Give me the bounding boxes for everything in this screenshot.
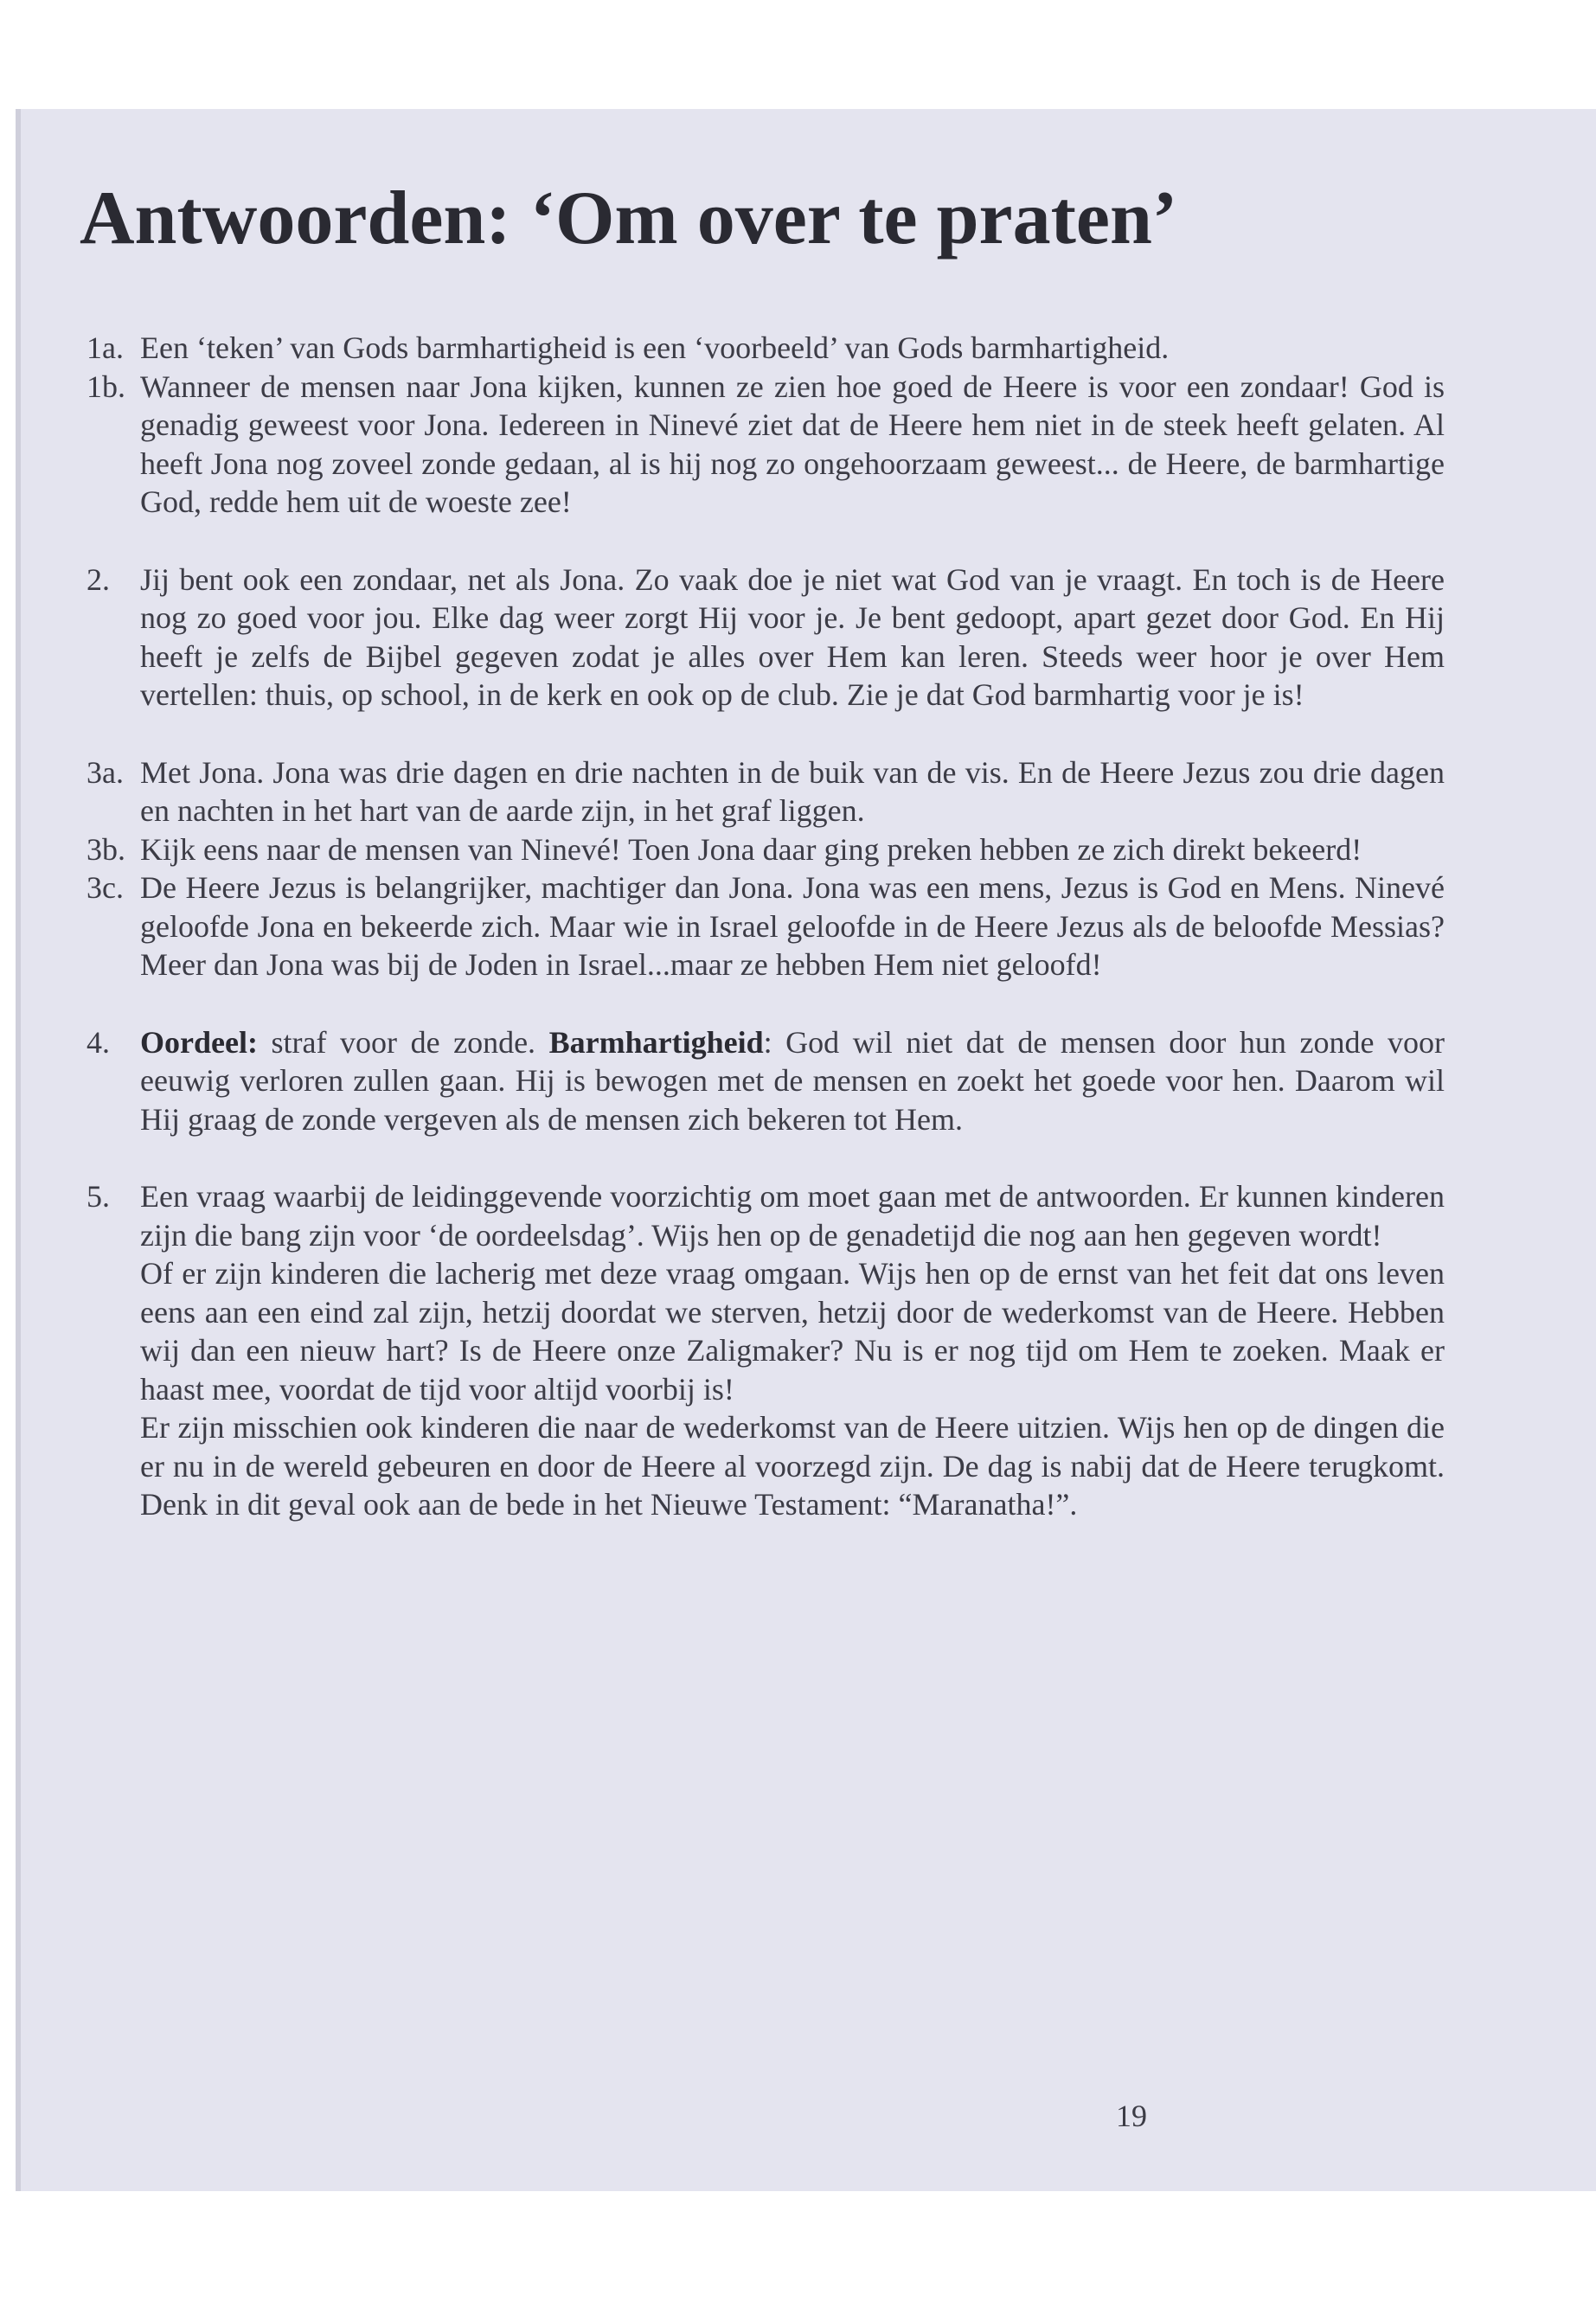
answer-text bbox=[140, 1177, 1445, 1524]
definition-oordeel: straf voor de zonde. bbox=[257, 1024, 549, 1060]
paragraph: Een vraag waarbij de leidinggevende voorzichtig om moet gaan met de antwoorden. Er kunnen kinderen zijn die bang zijn voor ‘de oordeelsdag’. Wijs hen op de genadetijd die nog aan hen gegeven wordt! bbox=[140, 1179, 1445, 1253]
answers-list bbox=[87, 329, 1445, 1524]
answer-text: De Heere Jezus is belangrijker, machtiger dan Jona. Jona was een mens, Jezus is God en Mens. Ninevé geloofde Jona en bekeerde zich. Maar wie in Israel geloofde in de Heere Jezus als de beloofde Messias? Meer dan Jona was bij de Joden in Israel...maar ze hebben Hem niet geloofd! bbox=[140, 870, 1445, 982]
answer-number: 3c. bbox=[87, 870, 124, 905]
answer-number: 3b. bbox=[87, 831, 125, 867]
answer-text: Met Jona. Jona was drie dagen en drie nachten in de buik van de vis. En de Heere Jezus zou drie dagen en nachten in het hart van de aarde zijn, in het graf liggen. bbox=[140, 754, 1445, 828]
answer-text: Wanneer de mensen naar Jona kijken, kunnen ze zien hoe goed de Heere is voor een zondaar! God is genadig geweest voor Jona. Iedereen in Ninevé ziet dat de Heere hem niet in de steek heeft gelaten. Al heeft Jona nog zoveel zonde gedaan, al is hij nog zo ongehoorzaam geweest... de Heere, de barmhartige God, redde hem uit de woeste zee! bbox=[140, 369, 1445, 519]
answer-3c bbox=[87, 868, 1445, 984]
page-number: 19 bbox=[1116, 2099, 1147, 2133]
answer-text: Een ‘teken’ van Gods barmhartigheid is een ‘voorbeeld’ van Gods barmhartigheid. bbox=[140, 330, 1170, 365]
answer-2 bbox=[87, 561, 1445, 715]
answer-text: Kijk eens naar de mensen van Ninevé! Toen Jona daar ging preken hebben ze zich direkt bekeerd! bbox=[140, 831, 1362, 867]
answer-number: 2. bbox=[87, 561, 110, 597]
definition-barmhartigheid: : God wil niet dat de mensen door hun zonde voor eeuwig verloren zullen gaan. Hij is bewogen met de mensen en zoekt het goede voor hen. Daarom wil Hij graag de zonde vergeven als de mensen zich bekeren tot Hem. bbox=[140, 1024, 1445, 1137]
answer-5 bbox=[87, 1177, 1445, 1524]
answer-4 bbox=[87, 1023, 1445, 1139]
answer-number: 1a. bbox=[87, 330, 124, 365]
page-title: Antwoorden: ‘Om over te praten’ bbox=[80, 176, 1178, 260]
answer-3b bbox=[87, 830, 1445, 869]
term-oordeel: Oordeel: bbox=[140, 1024, 258, 1060]
answer-number: 5. bbox=[87, 1179, 110, 1214]
paragraph: Of er zijn kinderen die lacherig met deze vraag omgaan. Wijs hen op de ernst van het feit dat ons leven eens aan een eind zal zijn, hetzij doordat we sterven, hetzij door de wederkomst van de Heere. Hebben wij dan een nieuw hart? Is de Heere onze Zaligmaker? Nu is er nog tijd om Hem te zoeken. Maak er haast mee, voordat de tijd voor altijd voorbij is! bbox=[140, 1256, 1445, 1407]
answer-number: 3a. bbox=[87, 754, 124, 790]
paragraph: Er zijn misschien ook kinderen die naar de wederkomst van de Heere uitzien. Wijs hen op de dingen die er nu in de wereld gebeuren en door de Heere al voorzegd zijn. De dag is nabij dat de Heere terugkomt. Denk in dit geval ook aan de bede in het Nieuwe Testament: “Maranatha!”. bbox=[140, 1410, 1445, 1522]
answer-1b bbox=[87, 368, 1445, 522]
answer-text bbox=[140, 1023, 1445, 1139]
answer-text: Jij bent ook een zondaar, net als Jona. Zo vaak doe je niet wat God van je vraagt. En toch is de Heere nog zo goed voor jou. Elke dag weer zorgt Hij voor je. Je bent gedoopt, apart gezet door God. En Hij heeft je zelfs de Bijbel gegeven zodat je alles over Hem kan leren. Steeds weer hoor je over Hem vertellen: thuis, op school, in de kerk en ook op de club. Zie je dat God barmhartig voor je is! bbox=[140, 561, 1445, 712]
answer-1a bbox=[87, 329, 1445, 368]
page-edge bbox=[16, 109, 21, 2191]
answer-3a bbox=[87, 753, 1445, 830]
answer-number: 1b. bbox=[87, 369, 125, 404]
term-barmhartigheid: Barmhartigheid bbox=[548, 1024, 764, 1060]
answer-number: 4. bbox=[87, 1024, 110, 1060]
